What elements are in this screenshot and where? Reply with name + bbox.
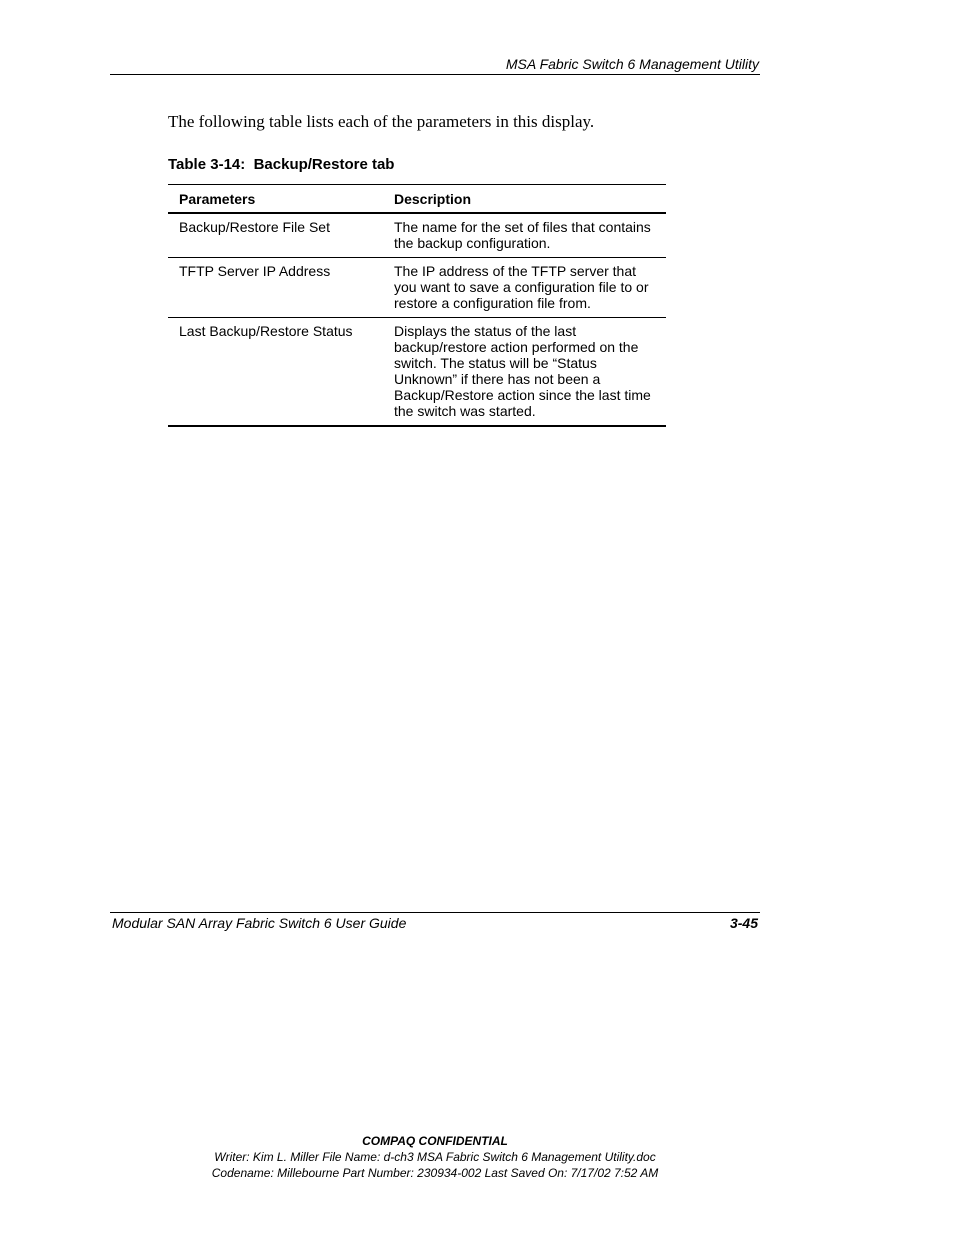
table-header-row (168, 185, 666, 214)
confidential-codename-line: Codename: Millebourne Part Number: 230934-002 Last Saved On: 7/17/02 7:52 AM (211, 1166, 659, 1180)
parameter-cell: TFTP Server IP Address (168, 258, 394, 318)
parameter-cell: Last Backup/Restore Status (168, 318, 394, 427)
confidential-block (0, 1133, 870, 1181)
confidential-writer-line: Writer: Kim L. Miller File Name: d-ch3 MSA Fabric Switch 6 Management Utility.doc (214, 1150, 656, 1164)
table-row (168, 258, 666, 318)
description-cell: The IP address of the TFTP server that you want to save a configuration file to or restore a configuration file from. (394, 258, 666, 318)
table-row (168, 318, 666, 427)
table-row (168, 213, 666, 258)
footer-guide-title: Modular SAN Array Fabric Switch 6 User Guide (112, 915, 407, 931)
description-cell: The name for the set of files that contains the backup configuration. (394, 213, 666, 258)
column-header-parameters: Parameters (168, 185, 394, 214)
running-header: MSA Fabric Switch 6 Management Utility (505, 56, 759, 72)
confidential-title: COMPAQ CONFIDENTIAL (362, 1134, 508, 1148)
parameter-cell: Backup/Restore File Set (168, 213, 394, 258)
parameters-table (168, 184, 666, 427)
intro-paragraph: The following table lists each of the parameters in this display. (168, 112, 595, 131)
header-rule (110, 74, 760, 75)
page-number: 3-45 (729, 915, 758, 931)
column-header-description: Description (394, 185, 666, 214)
description-cell: Displays the status of the last backup/restore action performed on the switch. The status will be “Status Unknown” if there has not been a Backup/Restore action since the last time the switch was started. (394, 318, 666, 427)
table-caption: Table 3-14: Backup/Restore tab (168, 156, 395, 173)
footer-rule (110, 912, 760, 913)
